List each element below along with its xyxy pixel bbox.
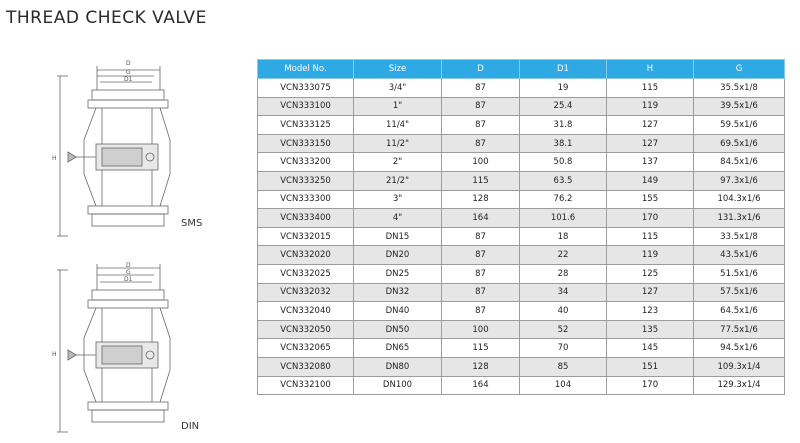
cell-model-no: VCN333125	[258, 116, 354, 135]
cell-h: 115	[607, 79, 694, 98]
cell-g: 84.5x1/6	[694, 153, 785, 172]
table-row	[258, 246, 785, 265]
cell-size: DN65	[354, 339, 442, 358]
cell-h: 149	[607, 171, 694, 190]
cell-d1: 25.4	[520, 97, 607, 116]
cell-g: 97.3x1/6	[694, 171, 785, 190]
header-d1: D1	[520, 60, 607, 79]
cell-g: 51.5x1/6	[694, 264, 785, 283]
dim-label-h: H	[52, 155, 57, 162]
cell-model-no: VCN332080	[258, 357, 354, 376]
cell-model-no: VCN333250	[258, 171, 354, 190]
cell-g: 59.5x1/6	[694, 116, 785, 135]
cell-d1: 70	[520, 339, 607, 358]
cell-size: DN50	[354, 320, 442, 339]
cell-h: 125	[607, 264, 694, 283]
cell-h: 127	[607, 134, 694, 153]
cell-d1: 50.8	[520, 153, 607, 172]
cell-model-no: VCN333150	[258, 134, 354, 153]
cell-d1: 40	[520, 302, 607, 321]
cell-d: 87	[442, 116, 520, 135]
cell-size: DN40	[354, 302, 442, 321]
cell-size: DN100	[354, 376, 442, 395]
cell-h: 123	[607, 302, 694, 321]
header-d: D	[442, 60, 520, 79]
cell-model-no: VCN333300	[258, 190, 354, 209]
cell-d: 87	[442, 134, 520, 153]
spec-table	[257, 59, 785, 395]
cell-d: 164	[442, 209, 520, 228]
table-row	[258, 134, 785, 153]
cell-g: 33.5x1/8	[694, 227, 785, 246]
cell-d1: 28	[520, 264, 607, 283]
cell-model-no: VCN333400	[258, 209, 354, 228]
dim-label-g: G	[126, 69, 131, 76]
cell-h: 145	[607, 339, 694, 358]
dim-label-d1: D1	[124, 276, 133, 283]
cell-d1: 101.6	[520, 209, 607, 228]
cell-g: 131.3x1/6	[694, 209, 785, 228]
table-row	[258, 339, 785, 358]
cell-size: 4"	[354, 209, 442, 228]
din-valve-drawing	[40, 262, 210, 442]
table-row	[258, 79, 785, 98]
header-g: G	[694, 60, 785, 79]
dim-label-g: G	[126, 269, 131, 276]
table-row	[258, 227, 785, 246]
cell-size: DN15	[354, 227, 442, 246]
cell-d: 115	[442, 171, 520, 190]
cell-g: 109.3x1/4	[694, 357, 785, 376]
table-row	[258, 190, 785, 209]
cell-g: 104.3x1/6	[694, 190, 785, 209]
cell-model-no: VCN333075	[258, 79, 354, 98]
cell-model-no: VCN332040	[258, 302, 354, 321]
cell-model-no: VCN332065	[258, 339, 354, 358]
cell-h: 127	[607, 283, 694, 302]
cell-model-no: VCN332050	[258, 320, 354, 339]
cell-size: 3/4"	[354, 79, 442, 98]
cell-d: 87	[442, 227, 520, 246]
header-model-no: Model No.	[258, 60, 354, 79]
dim-label-d: D	[126, 262, 131, 269]
cell-d1: 19	[520, 79, 607, 98]
cell-model-no: VCN332020	[258, 246, 354, 265]
cell-size: DN32	[354, 283, 442, 302]
table-row	[258, 153, 785, 172]
cell-g: 94.5x1/6	[694, 339, 785, 358]
sms-label: SMS	[181, 218, 203, 229]
header-size: Size	[354, 60, 442, 79]
table-row	[258, 376, 785, 395]
table-row	[258, 97, 785, 116]
cell-d1: 18	[520, 227, 607, 246]
cell-g: 57.5x1/6	[694, 283, 785, 302]
cell-size: 21/2"	[354, 171, 442, 190]
cell-d1: 63.5	[520, 171, 607, 190]
page-title: THREAD CHECK VALVE	[6, 8, 207, 28]
cell-d: 87	[442, 246, 520, 265]
cell-g: 39.5x1/6	[694, 97, 785, 116]
cell-d1: 38.1	[520, 134, 607, 153]
table-row	[258, 320, 785, 339]
cell-model-no: VCN332100	[258, 376, 354, 395]
header-h: H	[607, 60, 694, 79]
cell-d: 87	[442, 264, 520, 283]
cell-d1: 31.8	[520, 116, 607, 135]
dim-label-d: D	[126, 60, 131, 67]
cell-d: 87	[442, 283, 520, 302]
table-row	[258, 283, 785, 302]
cell-model-no: VCN333200	[258, 153, 354, 172]
cell-d1: 85	[520, 357, 607, 376]
cell-d1: 22	[520, 246, 607, 265]
cell-h: 127	[607, 116, 694, 135]
cell-g: 64.5x1/6	[694, 302, 785, 321]
table-row	[258, 116, 785, 135]
cell-size: 1"	[354, 97, 442, 116]
cell-d1: 104	[520, 376, 607, 395]
din-label: DIN	[181, 421, 200, 432]
table-row	[258, 264, 785, 283]
dim-label-h: H	[52, 351, 57, 358]
cell-size: 11/2"	[354, 134, 442, 153]
cell-d: 100	[442, 153, 520, 172]
cell-model-no: VCN332025	[258, 264, 354, 283]
cell-g: 77.5x1/6	[694, 320, 785, 339]
cell-model-no: VCN332032	[258, 283, 354, 302]
cell-d1: 52	[520, 320, 607, 339]
cell-g: 43.5x1/6	[694, 246, 785, 265]
cell-size: 2"	[354, 153, 442, 172]
cell-d: 87	[442, 97, 520, 116]
cell-h: 115	[607, 227, 694, 246]
cell-h: 155	[607, 190, 694, 209]
cell-h: 135	[607, 320, 694, 339]
cell-model-no: VCN332015	[258, 227, 354, 246]
cell-size: DN25	[354, 264, 442, 283]
table-row	[258, 302, 785, 321]
cell-d1: 76.2	[520, 190, 607, 209]
cell-size: 3"	[354, 190, 442, 209]
cell-size: 11/4"	[354, 116, 442, 135]
cell-h: 170	[607, 209, 694, 228]
cell-d: 87	[442, 79, 520, 98]
cell-d: 100	[442, 320, 520, 339]
cell-h: 137	[607, 153, 694, 172]
table-row	[258, 209, 785, 228]
cell-size: DN80	[354, 357, 442, 376]
cell-d1: 34	[520, 283, 607, 302]
cell-g: 129.3x1/4	[694, 376, 785, 395]
cell-d: 128	[442, 357, 520, 376]
cell-h: 119	[607, 97, 694, 116]
cell-g: 69.5x1/6	[694, 134, 785, 153]
cell-g: 35.5x1/8	[694, 79, 785, 98]
cell-h: 119	[607, 246, 694, 265]
cell-h: 151	[607, 357, 694, 376]
cell-size: DN20	[354, 246, 442, 265]
cell-model-no: VCN333100	[258, 97, 354, 116]
table-body	[258, 79, 785, 395]
cell-d: 164	[442, 376, 520, 395]
cell-d: 128	[442, 190, 520, 209]
table-header-row	[258, 60, 785, 79]
cell-h: 170	[607, 376, 694, 395]
dim-label-d1: D1	[124, 76, 133, 83]
table-row	[258, 171, 785, 190]
table-row	[258, 357, 785, 376]
cell-d: 87	[442, 302, 520, 321]
cell-d: 115	[442, 339, 520, 358]
